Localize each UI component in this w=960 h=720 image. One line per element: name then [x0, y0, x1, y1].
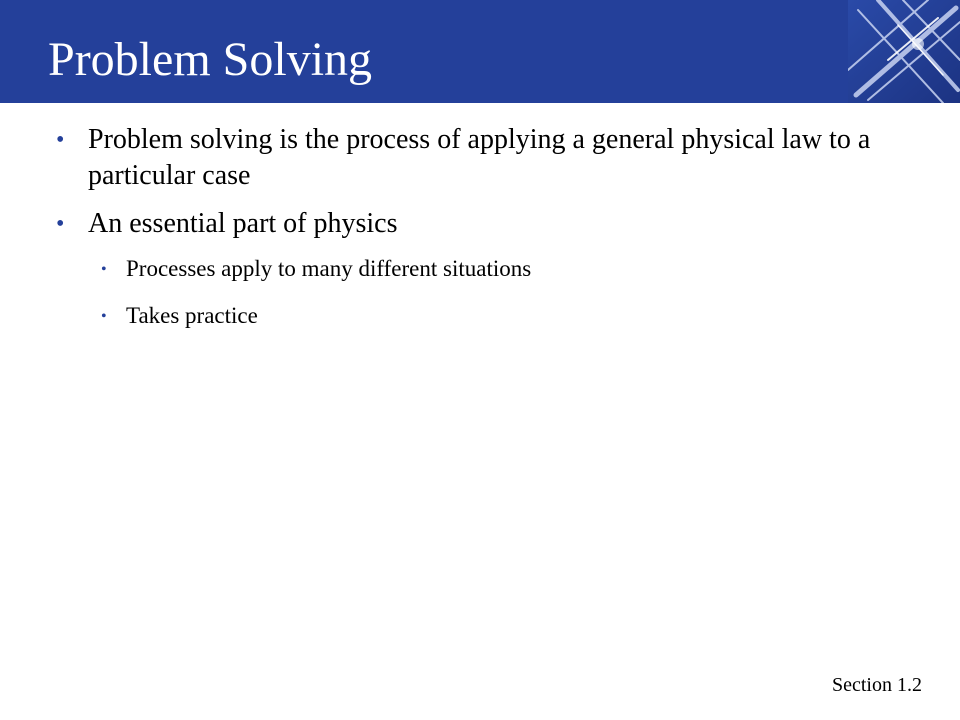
slide-content — [56, 122, 916, 348]
abstract-light-streaks-icon — [848, 0, 960, 103]
bullet-text: Problem solving is the process of applying a general physical law to a particular case — [88, 124, 871, 191]
bullet-icon: • — [56, 211, 65, 237]
bullet-item — [56, 206, 916, 242]
section-label: Section 1.2 — [832, 674, 922, 696]
sub-bullet-text: Processes apply to many different situations — [126, 256, 532, 281]
sub-bullet-text: Takes practice — [126, 303, 258, 328]
bullet-icon: • — [56, 127, 65, 153]
sub-bullet-icon: • — [101, 261, 107, 278]
slide-title: Problem Solving — [48, 33, 373, 86]
sub-bullet-item — [56, 301, 916, 331]
sub-bullet-item — [56, 254, 916, 284]
sub-bullet-icon: • — [101, 308, 107, 325]
bullet-text: An essential part of physics — [88, 208, 398, 239]
bullet-item — [56, 122, 916, 194]
title-bar — [0, 0, 960, 103]
